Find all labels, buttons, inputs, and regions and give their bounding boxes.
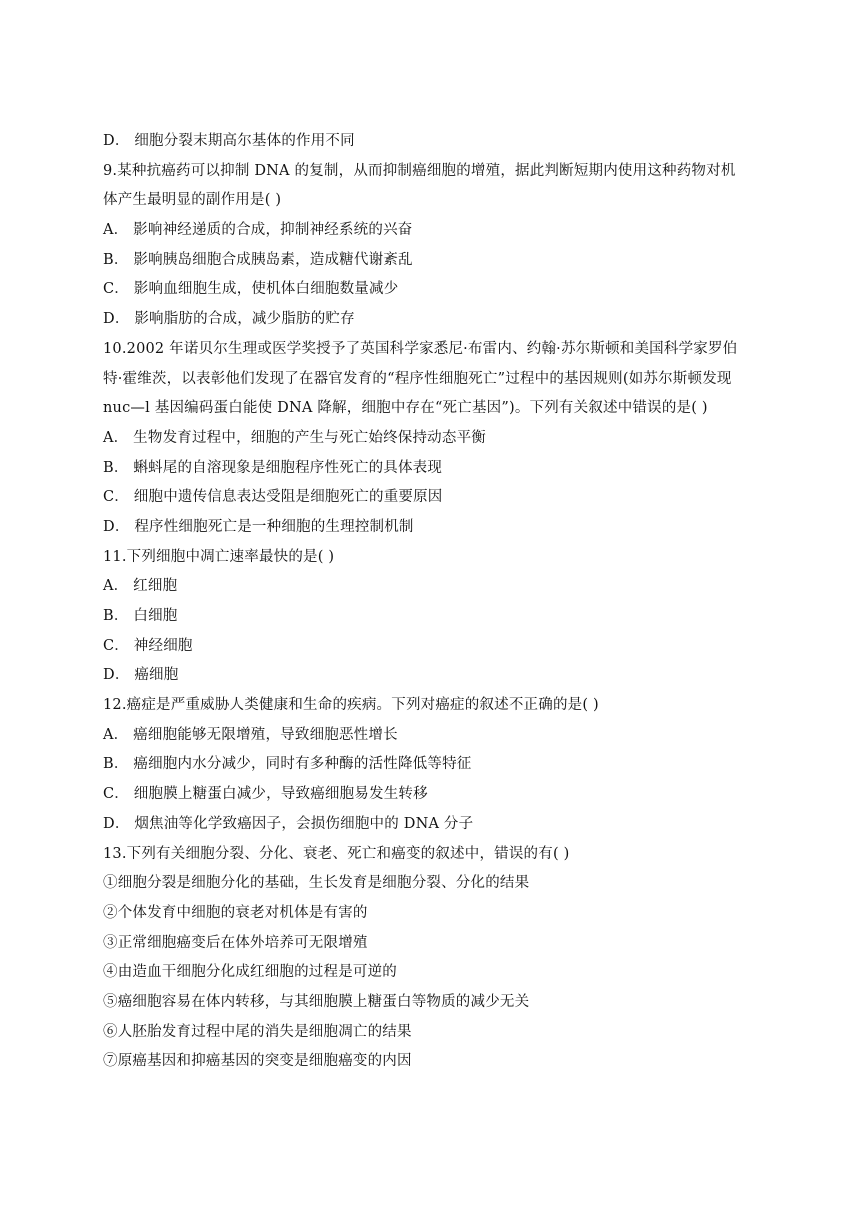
option-a-q11: A． 红细胞 <box>103 578 178 595</box>
option-d-q8: D． 细胞分裂末期高尔基体的作用不同 <box>103 133 355 149</box>
option-d-q11: D． 癌细胞 <box>103 667 179 684</box>
option-d-q12: D． 烟焦油等化学致癌因子，会损伤细胞中的 DNA 分子 <box>103 815 474 832</box>
option-c-q11: C． 神经细胞 <box>103 637 193 654</box>
option-b-q12: B． 癌细胞内水分减少，同时有多种酶的活性降低等特征 <box>103 756 472 773</box>
question-9-stem-line-1: 9.某种抗癌药可以抑制 DNA 的复制，从而抑制癌细胞的增殖，据此判断短期内使用这种药物对机 <box>103 162 736 179</box>
statement-3-q13: ③正常细胞癌变后在体外培养可无限增殖 <box>103 934 368 951</box>
question-10-stem-line-1: 10.2002 年诺贝尔生理或医学奖授予了英国科学家悉尼·布雷内、约翰·苏尔斯顿和美国科学家罗伯 <box>103 340 738 357</box>
option-c-q9: C． 影响血细胞生成，使机体白细胞数量减少 <box>103 281 399 298</box>
option-b-q11: B． 白细胞 <box>103 608 178 624</box>
option-d-q9: D． 影响脂肪的合成，减少脂肪的贮存 <box>103 311 355 328</box>
question-12-stem: 12.癌症是严重威胁人类健康和生命的疾病。下列对癌症的叙述不正确的是( ) <box>103 697 599 714</box>
statement-1-q13: ①细胞分裂是细胞分化的基础，生长发育是细胞分裂、分化的结果 <box>103 875 530 892</box>
option-a-q12: A． 癌细胞能够无限增殖，导致细胞恶性增长 <box>103 726 398 743</box>
option-a-q10: A． 生物发育过程中，细胞的产生与死亡始终保持动态平衡 <box>103 429 486 446</box>
option-b-q10: B． 蝌蚪尾的自溶现象是细胞程序性死亡的具体表现 <box>103 459 443 476</box>
document-page <box>103 127 763 1077</box>
question-10-stem-line-3: nuc—l 基因编码蛋白能使 DNA 降解，细胞中存在“死亡基因”)。下列有关叙述中错误的是( ) <box>103 400 708 417</box>
option-c-q10: C． 细胞中遗传信息表达受阻是细胞死亡的重要原因 <box>103 489 443 506</box>
option-c-q12: C． 细胞膜上糖蛋白减少，导致癌细胞易发生转移 <box>103 786 428 803</box>
statement-2-q13: ②个体发育中细胞的衰老对机体是有害的 <box>103 904 368 921</box>
statement-5-q13: ⑤癌细胞容易在体内转移，与其细胞膜上糖蛋白等物质的减少无关 <box>103 993 530 1010</box>
question-10-stem-line-2: 特·霍维茨，以表彰他们发现了在器官发育的“程序性细胞死亡”过程中的基因规则(如苏尔斯顿发现 <box>103 370 732 387</box>
statement-7-q13: ⑦原癌基因和抑癌基因的突变是细胞癌变的内因 <box>103 1053 412 1070</box>
question-11-stem: 11.下列细胞中凋亡速率最快的是( ) <box>103 548 335 565</box>
question-13-stem: 13.下列有关细胞分裂、分化、衰老、死亡和癌变的叙述中，错误的有( ) <box>103 845 570 862</box>
option-b-q9: B． 影响胰岛细胞合成胰岛素，造成糖代谢紊乱 <box>103 251 413 268</box>
option-a-q9: A． 影响神经递质的合成，抑制神经系统的兴奋 <box>103 222 413 239</box>
question-9-stem-line-2: 体产生最明显的副作用是( ) <box>103 192 282 209</box>
statement-4-q13: ④由造血干细胞分化成红细胞的过程是可逆的 <box>103 964 397 981</box>
option-d-q10: D． 程序性细胞死亡是一种细胞的生理控制机制 <box>103 518 414 535</box>
statement-6-q13: ⑥人胚胎发育过程中尾的消失是细胞凋亡的结果 <box>103 1023 412 1040</box>
